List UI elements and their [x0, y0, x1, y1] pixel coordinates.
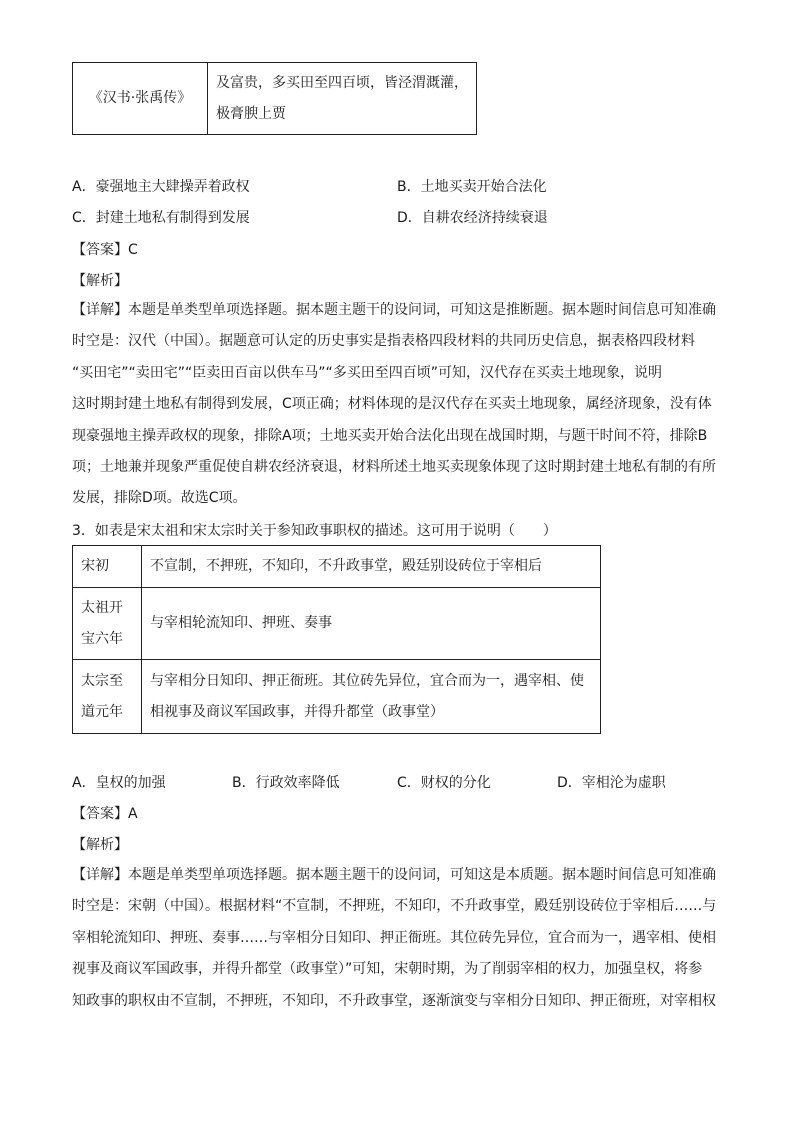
option-c: C．封建土地私有制得到发展: [72, 210, 250, 226]
detail-line: 时空是：汉代（中国）。据题意可认定的历史事实是指表格四段材料的共同历史信息，据表格四段材料: [72, 333, 695, 350]
duty-table: [72, 545, 601, 734]
option-a: A．皇权的加强: [72, 775, 166, 791]
period-label: 宝六年: [81, 630, 123, 647]
desc-cell: [142, 660, 601, 734]
content-line: 极膏腴上贾: [216, 105, 286, 122]
question-stem: 3．如表是宋太祖和宋太宗时关于参知政事职权的描述。这可用于说明（ ）: [72, 523, 557, 539]
period-cell: [73, 660, 142, 734]
period-label: 道元年: [81, 703, 123, 720]
detail-paragraph: [72, 860, 722, 1017]
detail-line: 知政事的职权由不宣制，不押班，不知印，不升政事堂，逐渐演变与宰相分日知印、押正衙班，对宰相权: [72, 992, 716, 1009]
desc-cell: [142, 546, 601, 588]
source-table: [72, 62, 477, 135]
detail-line: 项；土地兼并现象严重促使自耕农经济衰退，材料所述土地买卖现象体现了这时期封建土地私有制的有所: [72, 459, 716, 476]
detail-paragraph: [72, 295, 722, 515]
desc-text: 不宣制，不押班，不知印，不升政事堂，殿廷别设砖位于宰相后: [150, 558, 542, 574]
answer-label: 【答案】C: [72, 242, 138, 258]
source-title: 《汉书·张禹传》: [88, 90, 192, 106]
option-c: C．财权的分化: [397, 775, 491, 791]
detail-line: 发展，排除D项。故选C项。: [72, 490, 247, 507]
period-label: 太祖开: [81, 599, 123, 616]
period-label: 宋初: [81, 558, 109, 574]
content-line: 及富贵，多买田至四百顷，皆泾渭溉灌，: [216, 74, 468, 91]
detail-line: 宰相轮流知印、押班、奏事……与宰相分日知印、押正衙班。其位砖先异位，宜合而为一，遇宰相、使相: [72, 929, 716, 946]
desc-text: 与宰相分日知印、押正衙班。其位砖先异位，宜合而为一，遇宰相、使: [150, 672, 584, 689]
detail-line: 【详解】本题是单类型单项选择题。据本题主题干的设问词，可知这是本质题。据本题时间信息可知准确: [72, 867, 716, 883]
detail-line: 【详解】本题是单类型单项选择题。据本题主题干的设问词，可知这是推断题。据本题时间信息可知准确: [72, 302, 716, 318]
answer-label: 【答案】A: [72, 806, 138, 822]
detail-line: 这时期封建土地私有制得到发展，C项正确；材料体现的是汉代存在买卖土地现象，属经济现象，没有体: [72, 396, 712, 413]
table-cell-source: [73, 63, 208, 135]
option-b: B．土地买卖开始合法化: [397, 179, 547, 195]
period-cell: [73, 546, 142, 588]
desc-cell: [142, 588, 601, 660]
option-d: D．宰相沦为虚职: [557, 775, 666, 791]
period-label: 太宗至: [81, 672, 123, 689]
detail-line: 视事及商议军国政事，并得升都堂（政事堂）”可知，宋朝时期，为了削弱宰相的权力，加强皇权，将参: [72, 961, 703, 978]
detail-line: “买田宅”“卖田宅”“臣卖田百亩以供车马”“多买田至四百顷”可知，汉代存在买卖土地现象，说明: [72, 364, 663, 381]
detail-line: 时空是：宋朝（中国）。根据材料“不宣制，不押班，不知印，不升政事堂，殿廷别设砖位于宰相后……与: [72, 898, 717, 915]
option-b: B．行政效率降低: [232, 775, 340, 791]
table-cell-content: [208, 63, 477, 135]
desc-text: 相视事及商议军国政事，并得升都堂（政事堂）: [150, 703, 444, 720]
analysis-label: 【解析】: [72, 837, 128, 853]
detail-line: 现豪强地主操弄政权的现象，排除A项；土地买卖开始合法化出现在战国时期，与题干时间不符，排除B: [72, 427, 708, 444]
desc-text: 与宰相轮流知印、押班、奏事: [150, 615, 332, 631]
analysis-label: 【解析】: [72, 273, 128, 289]
period-cell: [73, 588, 142, 660]
option-a: A．豪强地主大肆操弄着政权: [72, 179, 250, 195]
option-d: D．自耕农经济持续衰退: [397, 210, 548, 226]
